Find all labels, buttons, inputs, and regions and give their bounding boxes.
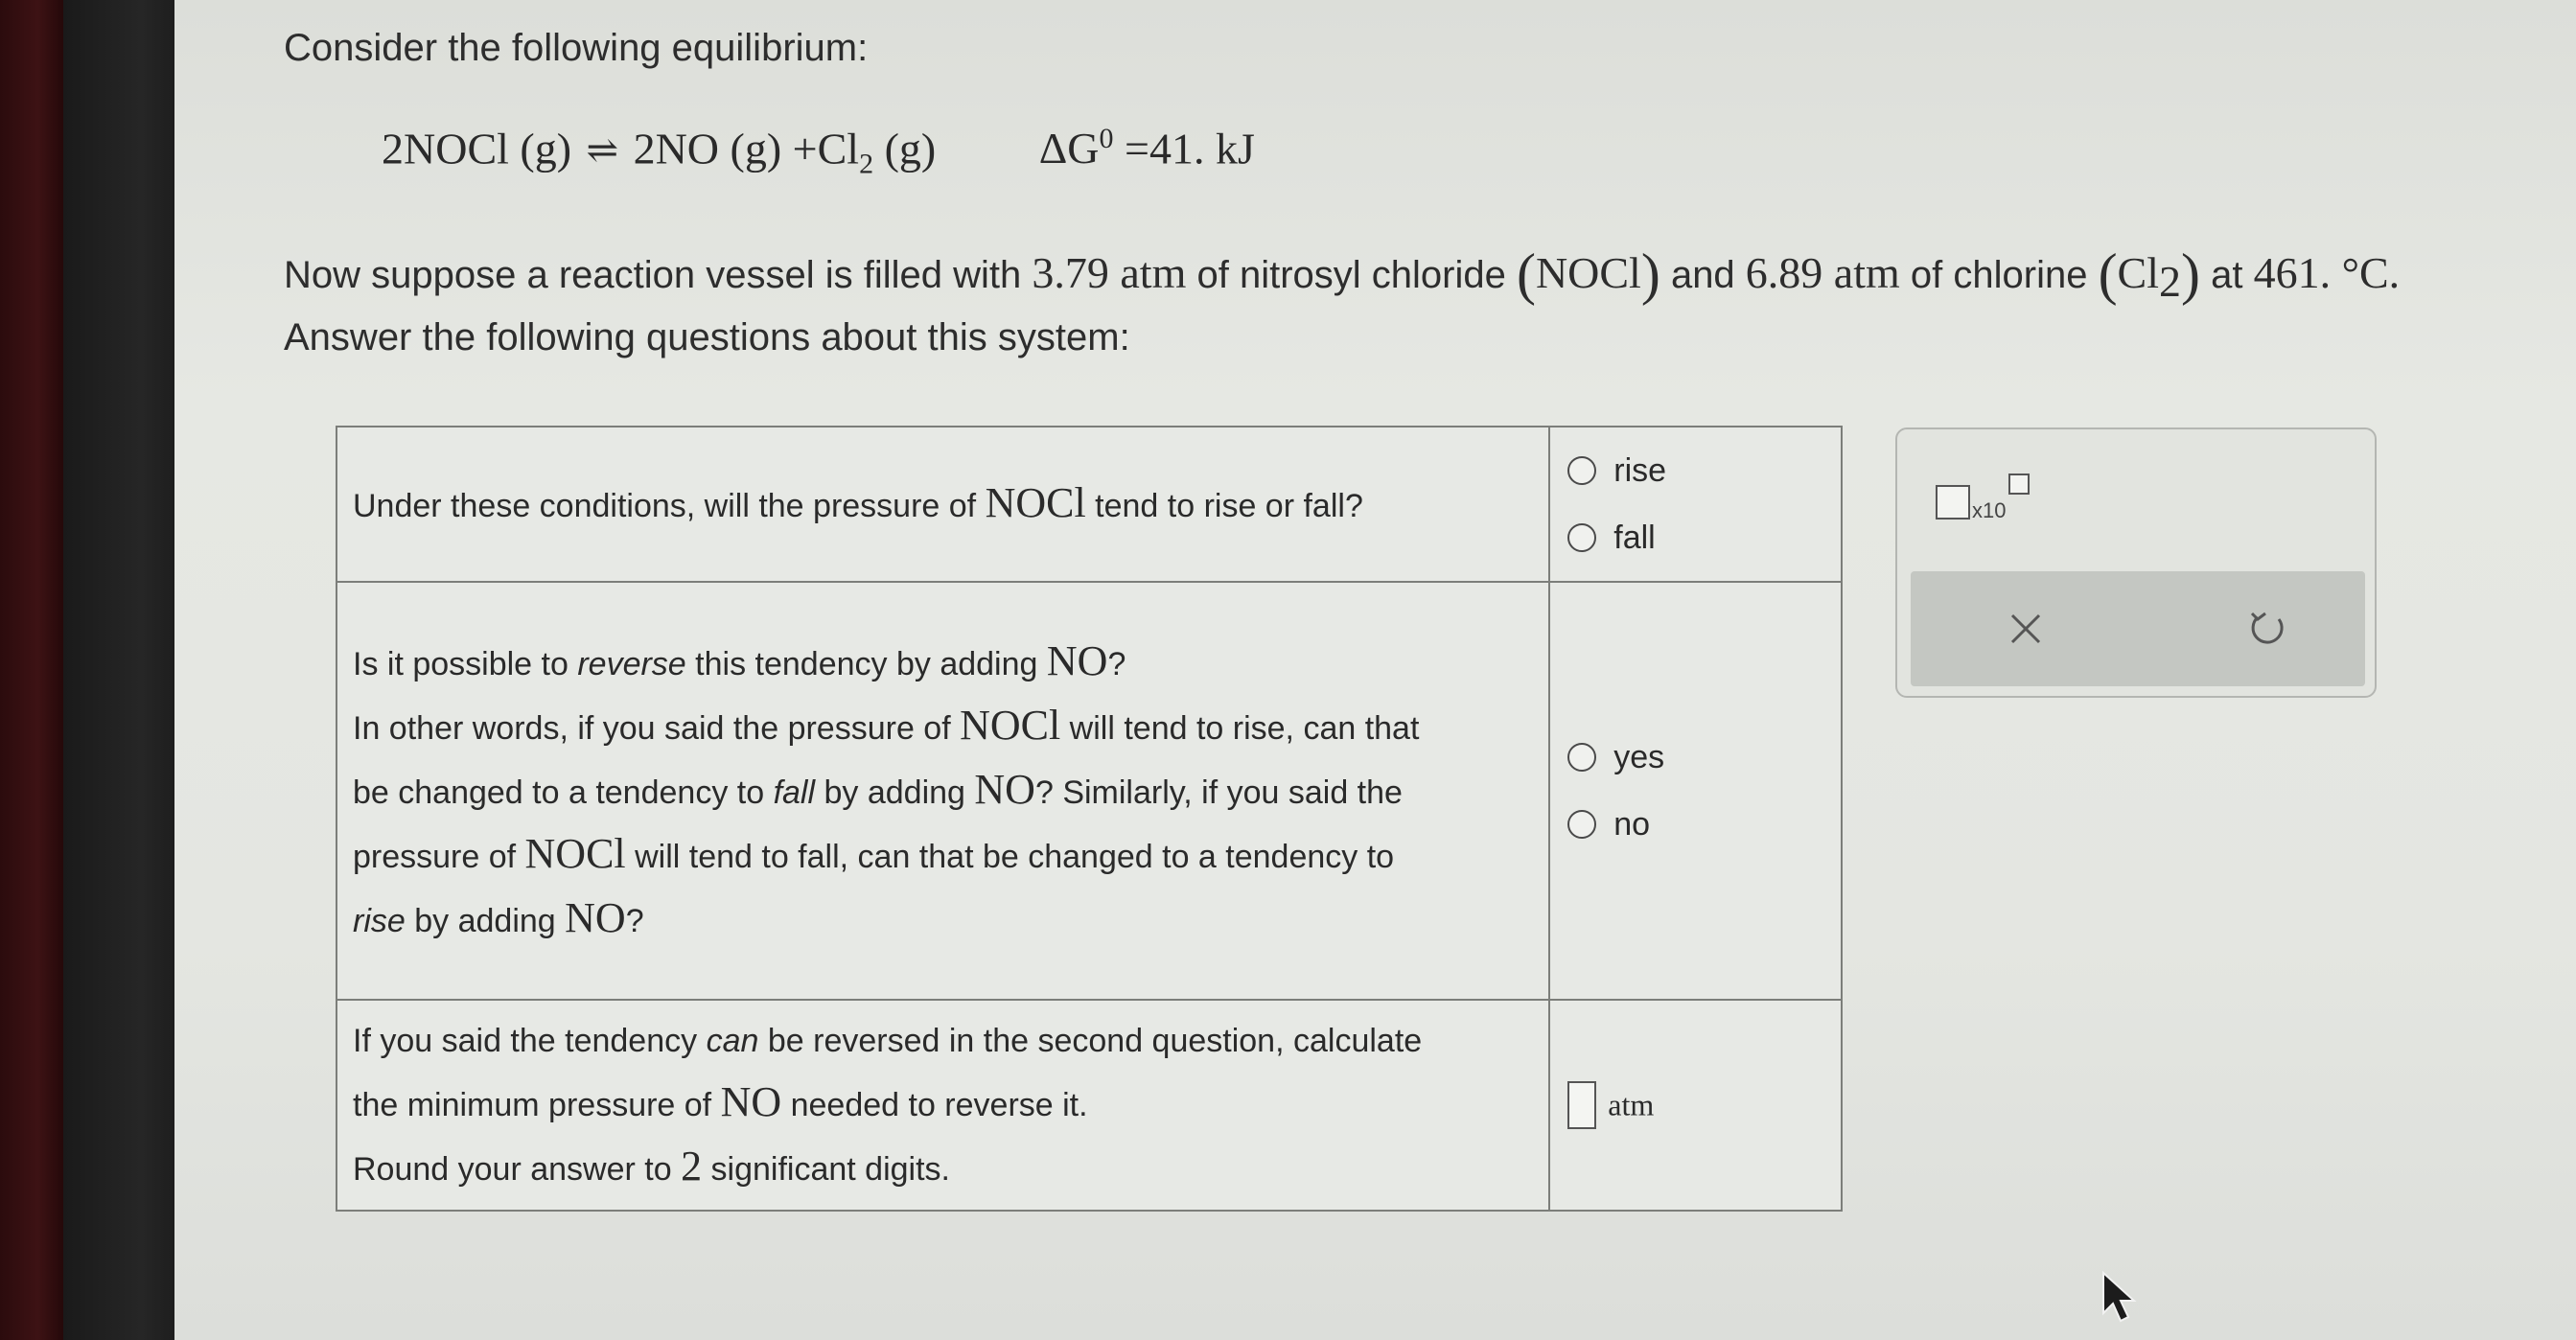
q2-text: be changed to a tendency to xyxy=(353,774,774,811)
nocl-formula: NOCl xyxy=(1535,248,1641,297)
q2-text: will tend to rise, can that xyxy=(1060,709,1420,747)
paren-close-2: ) xyxy=(2181,243,2200,306)
question-3-answer xyxy=(1549,1000,1842,1211)
radio-fall-label: fall xyxy=(1613,519,1656,556)
cl2-subscript: 2 xyxy=(2159,257,2182,306)
undo-icon xyxy=(2239,600,2296,658)
eq-product1-state: (g) xyxy=(730,124,782,173)
delta-g-label: ΔG xyxy=(1038,124,1100,173)
q1-text-b: tend to rise or fall? xyxy=(1085,487,1363,524)
eq-reactant: 2NOCl xyxy=(382,124,509,173)
monitor-bezel-left xyxy=(0,0,63,1340)
eq-product2: Cl xyxy=(817,124,860,173)
q2-text: In other words, if you said the pressure of xyxy=(353,709,961,747)
radio-circle-icon[interactable] xyxy=(1567,810,1596,839)
q2-species: NO xyxy=(565,893,626,941)
monitor-bezel-inner xyxy=(63,0,174,1340)
setup-text-4: of chlorine xyxy=(1899,254,2099,296)
eq-product2-subscript: 2 xyxy=(859,148,874,180)
exponent-box-icon xyxy=(2008,474,2030,495)
question-table xyxy=(336,426,1843,1212)
radio-no-label: no xyxy=(1613,805,1651,843)
q2-text: will tend to fall, can that be changed to a tendency to xyxy=(625,838,1395,875)
tool-bar xyxy=(1911,571,2365,686)
mouse-cursor-icon xyxy=(2100,1271,2138,1325)
radio-circle-icon[interactable] xyxy=(1567,743,1596,772)
question-row-2 xyxy=(337,582,1842,1000)
q2-em: reverse xyxy=(577,645,686,682)
radio-circle-icon[interactable] xyxy=(1567,456,1596,485)
nocl-pressure: 3.79 atm xyxy=(1032,248,1187,297)
question-2-text xyxy=(337,582,1549,1000)
q2-species: NOCl xyxy=(524,829,626,877)
question-3-text xyxy=(337,1000,1549,1211)
q3-em: can xyxy=(706,1023,759,1059)
q3-species: NO xyxy=(720,1078,782,1125)
q2-species: NOCl xyxy=(960,701,1061,749)
q2-text: Is it possible to xyxy=(353,645,578,682)
question-row-1 xyxy=(337,427,1842,582)
scientific-notation-button[interactable] xyxy=(1936,470,2031,527)
radio-rise-label: rise xyxy=(1613,451,1667,489)
q3-text: the minimum pressure of xyxy=(353,1087,721,1123)
pressure-unit: atm xyxy=(1608,1087,1655,1122)
delta-g-value: =41. kJ xyxy=(1125,124,1255,173)
paren-open-2: ( xyxy=(2098,243,2118,306)
eq-plus: + xyxy=(792,124,818,173)
question-1-answers xyxy=(1549,427,1842,582)
radio-fall[interactable] xyxy=(1567,504,1823,571)
clear-button[interactable] xyxy=(1997,600,2054,658)
mantissa-box-icon xyxy=(1936,485,1970,520)
q2-text: ? xyxy=(1107,645,1126,682)
q3-digits: 2 xyxy=(681,1143,703,1190)
radio-yes[interactable] xyxy=(1567,724,1823,791)
q2-text: by adding xyxy=(405,902,566,939)
equilibrium-equation xyxy=(382,123,1255,181)
q1-text-a: Under these conditions, will the pressure of xyxy=(353,487,986,524)
q1-species: NOCl xyxy=(985,478,1086,526)
q3-text: be reversed in the second question, calculate xyxy=(758,1023,1423,1059)
q3-text: Round your answer to xyxy=(353,1151,682,1188)
radio-no[interactable] xyxy=(1567,791,1823,858)
delta-g-superscript: 0 xyxy=(1099,123,1114,154)
setup-text-3: and xyxy=(1659,254,1746,296)
q2-text: this tendency by adding xyxy=(685,645,1047,682)
eq-reactant-state: (g) xyxy=(520,124,572,173)
reaction-setup-text xyxy=(284,242,2400,308)
q2-em: rise xyxy=(353,902,406,939)
setup-text-1: Now suppose a reaction vessel is filled with xyxy=(284,254,1033,296)
q2-em: fall xyxy=(773,774,816,811)
setup-text-2: of nitrosyl chloride xyxy=(1186,254,1517,296)
eq-product2-state: (g) xyxy=(884,124,937,173)
eq-product1: 2NO xyxy=(633,124,720,173)
question-prompt: Consider the following equilibrium: xyxy=(284,27,869,69)
question-2-answers xyxy=(1549,582,1842,1000)
setup-text-5: at xyxy=(2200,254,2254,296)
q3-text: significant digits. xyxy=(702,1151,950,1188)
undo-button[interactable] xyxy=(2239,600,2296,658)
radio-yes-label: yes xyxy=(1613,738,1665,775)
q2-text: by adding xyxy=(815,774,975,811)
temperature: 461. °C. xyxy=(2253,248,2401,297)
question-1-text xyxy=(337,427,1549,582)
equilibrium-arrow: ⇌ xyxy=(586,128,619,173)
q2-species: NO xyxy=(974,765,1035,813)
radio-rise[interactable] xyxy=(1567,437,1823,504)
answer-tools-panel xyxy=(1895,427,2377,698)
q2-text: ? xyxy=(625,902,644,939)
cl2-formula: Cl xyxy=(2117,248,2160,297)
pressure-answer-input[interactable] xyxy=(1567,1081,1596,1129)
q3-text: If you said the tendency xyxy=(353,1023,707,1059)
paren-close: ) xyxy=(1640,243,1660,306)
paren-open: ( xyxy=(1516,243,1536,306)
x10-label: x10 xyxy=(1972,498,2007,522)
question-row-3 xyxy=(337,1000,1842,1211)
x-icon xyxy=(1997,600,2054,658)
cl2-pressure: 6.89 atm xyxy=(1745,248,1900,297)
q3-text: needed to reverse it. xyxy=(781,1087,1088,1123)
q2-text: pressure of xyxy=(353,838,525,875)
radio-circle-icon[interactable] xyxy=(1567,523,1596,552)
q2-text: ? Similarly, if you said the xyxy=(1034,774,1403,811)
q2-species: NO xyxy=(1046,636,1108,684)
answer-instructions: Answer the following questions about this system: xyxy=(284,316,1130,358)
